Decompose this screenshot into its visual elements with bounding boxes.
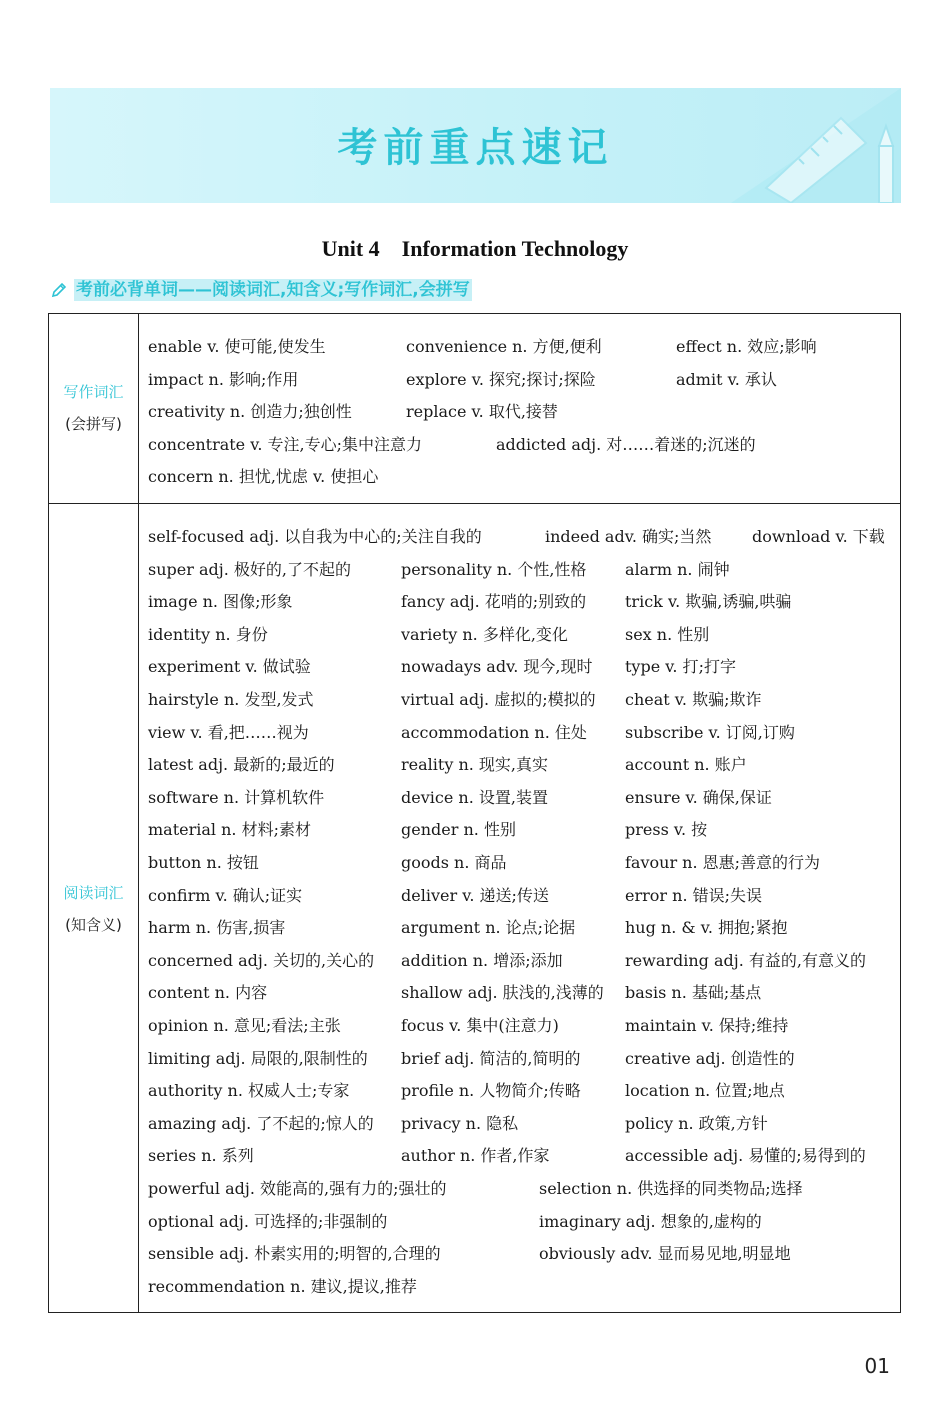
- vocab-entry: error n. 错误;失误: [625, 885, 763, 905]
- vocab-entry: fancy adj. 花哨的;别致的: [401, 592, 587, 612]
- vocab-entry: creativity n. 创造力;独创性: [148, 402, 352, 421]
- writing-vocab-title: 写作词汇: [63, 383, 124, 401]
- vocabulary-table: [48, 313, 901, 1313]
- vocab-entry: identity n. 身份: [148, 624, 268, 644]
- unit-number: Unit 4: [321, 236, 380, 261]
- vocab-entry: deliver v. 递送;传送: [401, 885, 549, 905]
- vocab-entry: device n. 设置,装置: [401, 787, 548, 807]
- vocab-entry: convenience n. 方便,便利: [406, 337, 602, 356]
- vocab-entry: confirm v. 确认;证实: [148, 885, 303, 905]
- vocab-entry: author n. 作者,作家: [401, 1146, 550, 1166]
- vocab-entry: concentrate v. 专注,专心;集中注意力: [148, 434, 423, 454]
- vocab-entry: impact n. 影响;作用: [148, 369, 299, 389]
- vocab-entry: reality n. 现实,真实: [401, 755, 549, 775]
- vocab-entry: series n. 系列: [148, 1146, 254, 1166]
- title-banner: [50, 88, 901, 203]
- vocab-entry: policy n. 政策,方针: [625, 1113, 768, 1133]
- vocab-entry: addition n. 增添;添加: [401, 950, 563, 970]
- vocabulary-subheading: [50, 278, 472, 302]
- vocab-entry: subscribe v. 订阅,订购: [625, 722, 795, 742]
- vocab-entry: personality n. 个性,性格: [401, 559, 587, 579]
- vocab-entry: privacy n. 隐私: [401, 1113, 519, 1133]
- section-divider: [49, 503, 900, 504]
- vocab-entry: effect n. 效应;影响: [676, 337, 817, 356]
- vocab-entry: concerned adj. 关切的,关心的: [148, 950, 375, 970]
- vocab-entry: authority n. 权威人士;专家: [148, 1081, 350, 1101]
- vocab-entry: hairstyle n. 发型,发式: [148, 690, 314, 709]
- subheading-text: 考前必背单词——阅读词汇,知含义;写作词汇,会拼写: [76, 280, 470, 300]
- vocab-entry: material n. 材料;素材: [148, 820, 311, 840]
- vocab-entry: cheat v. 欺骗;欺诈: [625, 690, 762, 709]
- vocab-entry: sensible adj. 朴素实用的;明智的,合理的: [148, 1244, 441, 1264]
- vocab-entry: super adj. 极好的,了不起的: [148, 559, 351, 579]
- vocab-entry: alarm n. 闹钟: [625, 559, 730, 579]
- vocab-entry: download v. 下载: [752, 527, 885, 546]
- vocab-entry: concern n. 担忧,忧虑 v. 使担心: [148, 467, 379, 486]
- label-column-divider: [138, 314, 139, 1312]
- reading-vocab-label: [49, 877, 138, 941]
- vocab-entry: powerful adj. 效能高的,强有力的;强壮的: [148, 1179, 447, 1198]
- vocab-entry: creative adj. 创造性的: [625, 1048, 795, 1068]
- vocab-entry: selection n. 供选择的同类物品;选择: [539, 1179, 803, 1198]
- vocab-entry: limiting adj. 局限的,限制性的: [148, 1048, 368, 1068]
- vocab-entry: rewarding adj. 有益的,有意义的: [625, 950, 866, 970]
- vocab-entry: variety n. 多样化,变化: [401, 624, 568, 644]
- vocab-entry: admit v. 承认: [676, 369, 777, 389]
- vocab-entry: indeed adv. 确实;当然: [545, 527, 712, 546]
- vocab-entry: sex n. 性别: [625, 624, 710, 644]
- vocab-entry: accommodation n. 住处: [401, 722, 587, 742]
- pencil-icon: [50, 281, 68, 299]
- vocab-entry: addicted adj. 对……着迷的;沉迷的: [496, 434, 756, 454]
- vocab-entry: accessible adj. 易懂的;易得到的: [625, 1146, 866, 1166]
- vocab-entry: experiment v. 做试验: [148, 657, 311, 677]
- vocab-entry: trick v. 欺骗,诱骗,哄骗: [625, 592, 792, 612]
- vocab-entry: enable v. 使可能,使发生: [148, 337, 326, 356]
- vocab-entry: image n. 图像;形象: [148, 592, 293, 612]
- vocab-entry: virtual adj. 虚拟的;模拟的: [401, 690, 596, 709]
- vocab-entry: self-focused adj. 以自我为中心的;关注自我的: [148, 527, 482, 546]
- vocab-entry: account n. 账户: [625, 755, 747, 775]
- vocab-entry: button n. 按钮: [148, 853, 259, 872]
- vocab-entry: imaginary adj. 想象的,虚构的: [539, 1211, 762, 1231]
- unit-name: Information Technology: [401, 236, 629, 261]
- vocab-entry: nowadays adv. 现今,现时: [401, 657, 593, 677]
- vocab-entry: hug n. & v. 拥抱;紧抱: [625, 918, 788, 938]
- writing-vocab-note: (会拼写): [65, 415, 122, 433]
- vocab-entry: goods n. 商品: [401, 853, 507, 872]
- vocab-entry: location n. 位置;地点: [625, 1081, 785, 1101]
- unit-title: [0, 236, 950, 262]
- vocab-entry: shallow adj. 肤浅的,浅薄的: [401, 983, 604, 1003]
- vocab-entry: basis n. 基础;基点: [625, 983, 762, 1003]
- vocab-entry: gender n. 性别: [401, 820, 516, 840]
- vocab-entry: type v. 打;打字: [625, 657, 736, 677]
- vocab-entry: ensure v. 确保,保证: [625, 787, 772, 807]
- vocab-entry: amazing adj. 了不起的;惊人的: [148, 1113, 374, 1133]
- vocab-entry: latest adj. 最新的;最近的: [148, 755, 335, 775]
- vocab-entry: replace v. 取代,接替: [406, 402, 558, 421]
- banner-title: 考前重点速记: [337, 125, 614, 171]
- vocab-entry: profile n. 人物简介;传略: [401, 1081, 581, 1101]
- vocab-entry: press v. 按: [625, 820, 708, 840]
- page-number: 01: [864, 1354, 890, 1378]
- vocab-entry: focus v. 集中(注意力): [401, 1016, 559, 1035]
- writing-vocab-label: [49, 376, 138, 440]
- vocab-entry: optional adj. 可选择的;非强制的: [148, 1211, 388, 1231]
- vocab-entry: argument n. 论点;论据: [401, 918, 576, 938]
- vocab-entry: favour n. 恩惠;善意的行为: [625, 853, 821, 872]
- vocab-entry: recommendation n. 建议,提议,推荐: [148, 1276, 417, 1296]
- vocab-entry: opinion n. 意见;看法;主张: [148, 1016, 341, 1035]
- vocab-entry: brief adj. 简洁的,简明的: [401, 1048, 581, 1068]
- vocab-entry: view v. 看,把……视为: [148, 722, 309, 742]
- vocab-entry: explore v. 探究;探讨;探险: [406, 369, 596, 389]
- vocab-entry: content n. 内容: [148, 983, 268, 1003]
- vocab-entry: maintain v. 保持;维持: [625, 1016, 789, 1035]
- vocab-entry: software n. 计算机软件: [148, 787, 325, 807]
- vocab-entry: harm n. 伤害,损害: [148, 918, 286, 938]
- reading-vocab-note: (知含义): [65, 916, 122, 934]
- reading-vocab-title: 阅读词汇: [63, 884, 124, 902]
- vocab-entry: obviously adv. 显而易见地,明显地: [539, 1244, 791, 1264]
